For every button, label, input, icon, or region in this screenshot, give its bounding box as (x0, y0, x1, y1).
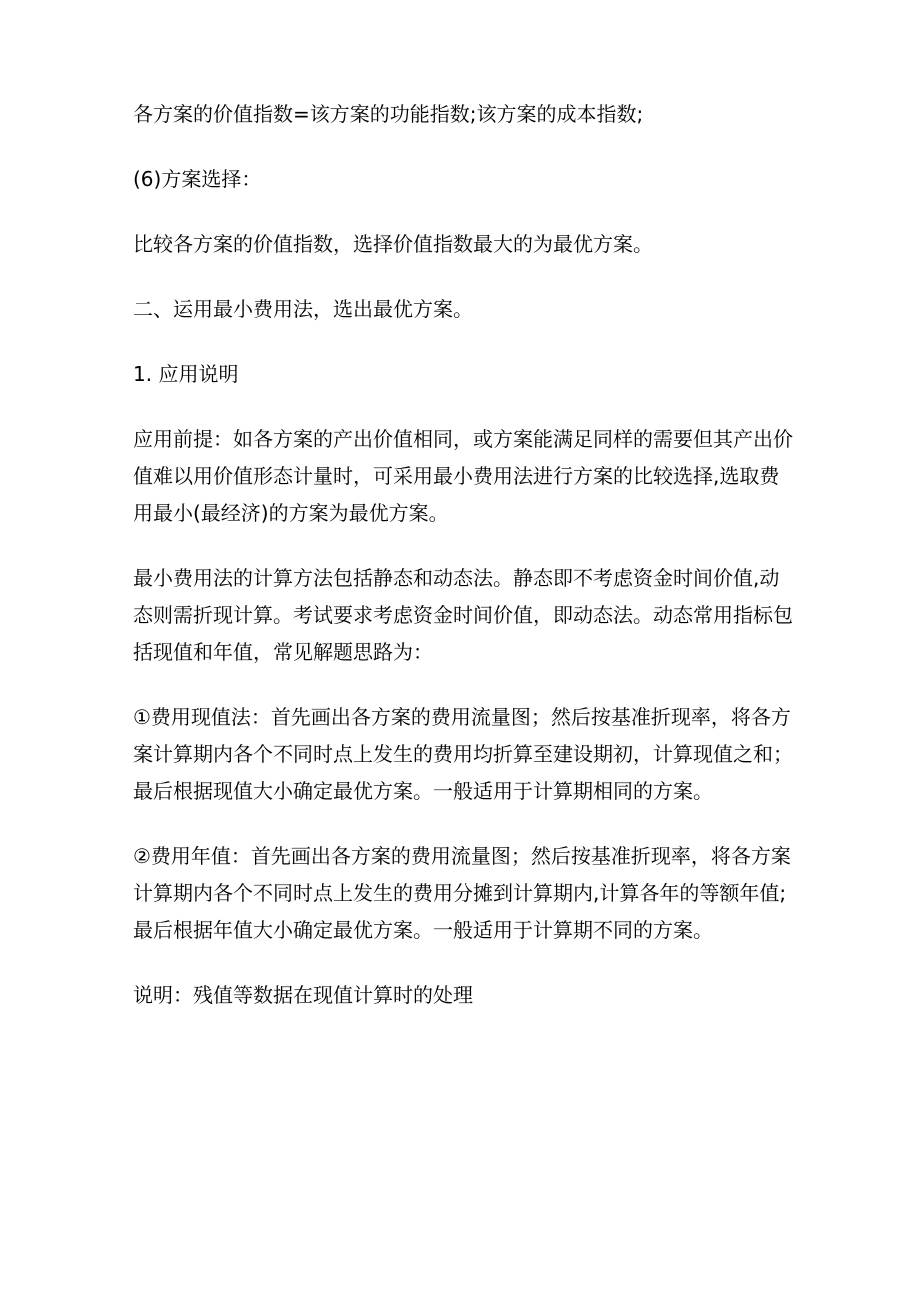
text-line: 比较各方案的价值指数，选择价值指数最大的为最优方案。 (133, 232, 653, 256)
subsection-heading-application (133, 356, 813, 393)
paragraph-plan-selection-heading (133, 161, 813, 198)
text-line: 各方案的价值指数=该方案的功能指数;该方案的成本指数; (133, 102, 644, 126)
paragraph-residual-value-note (133, 977, 813, 1014)
text-line: ①费用现值法：首先画出各方案的费用流量图；然后按基准折现率，将各方 (133, 705, 791, 729)
paragraph-calculation-methods (133, 560, 813, 671)
text-line: ②费用年值：首先画出各方案的费用流量图；然后按基准折现率，将各方案 (133, 844, 791, 868)
text-line: 括现值和年值，常见解题思路为： (133, 640, 433, 664)
paragraph-application-premise (133, 421, 813, 532)
text-line: 最后根据现值大小确定最优方案。一般适用于计算期相同的方案。 (133, 779, 713, 803)
text-line: (6)方案选择： (133, 167, 262, 191)
paragraph-compare-value-index (133, 226, 813, 263)
text-line: 值难以用价值形态计量时，可采用最小费用法进行方案的比较选择,选取费 (133, 464, 780, 488)
text-line: 案计算期内各个不同时点上发生的费用均折算至建设期初，计算现值之和； (133, 742, 793, 766)
paragraph-present-value-method (133, 699, 813, 810)
text-line: 最小费用法的计算方法包括静态和动态法。静态即不考虑资金时间价值,动 (133, 566, 780, 590)
text-line: 用最小(最经济)的方案为最优方案。 (133, 501, 449, 525)
text-line: 1. 应用说明 (133, 362, 239, 386)
document-body (133, 96, 813, 1042)
text-line: 最后根据年值大小确定最优方案。一般适用于计算期不同的方案。 (133, 918, 713, 942)
text-line: 计算期内各个不同时点上发生的费用分摊到计算期内,计算各年的等额年值; (133, 881, 787, 905)
paragraph-value-index (133, 96, 813, 133)
section-heading-min-cost (133, 291, 813, 328)
text-line: 应用前提：如各方案的产出价值相同，或方案能满足同样的需要但其产出价 (133, 427, 793, 451)
text-line: 二、运用最小费用法，选出最优方案。 (133, 297, 473, 321)
text-line: 说明：残值等数据在现值计算时的处理 (133, 983, 473, 1007)
text-line: 态则需折现计算。考试要求考虑资金时间价值，即动态法。动态常用指标包 (133, 603, 793, 627)
paragraph-annual-value-method (133, 838, 813, 949)
